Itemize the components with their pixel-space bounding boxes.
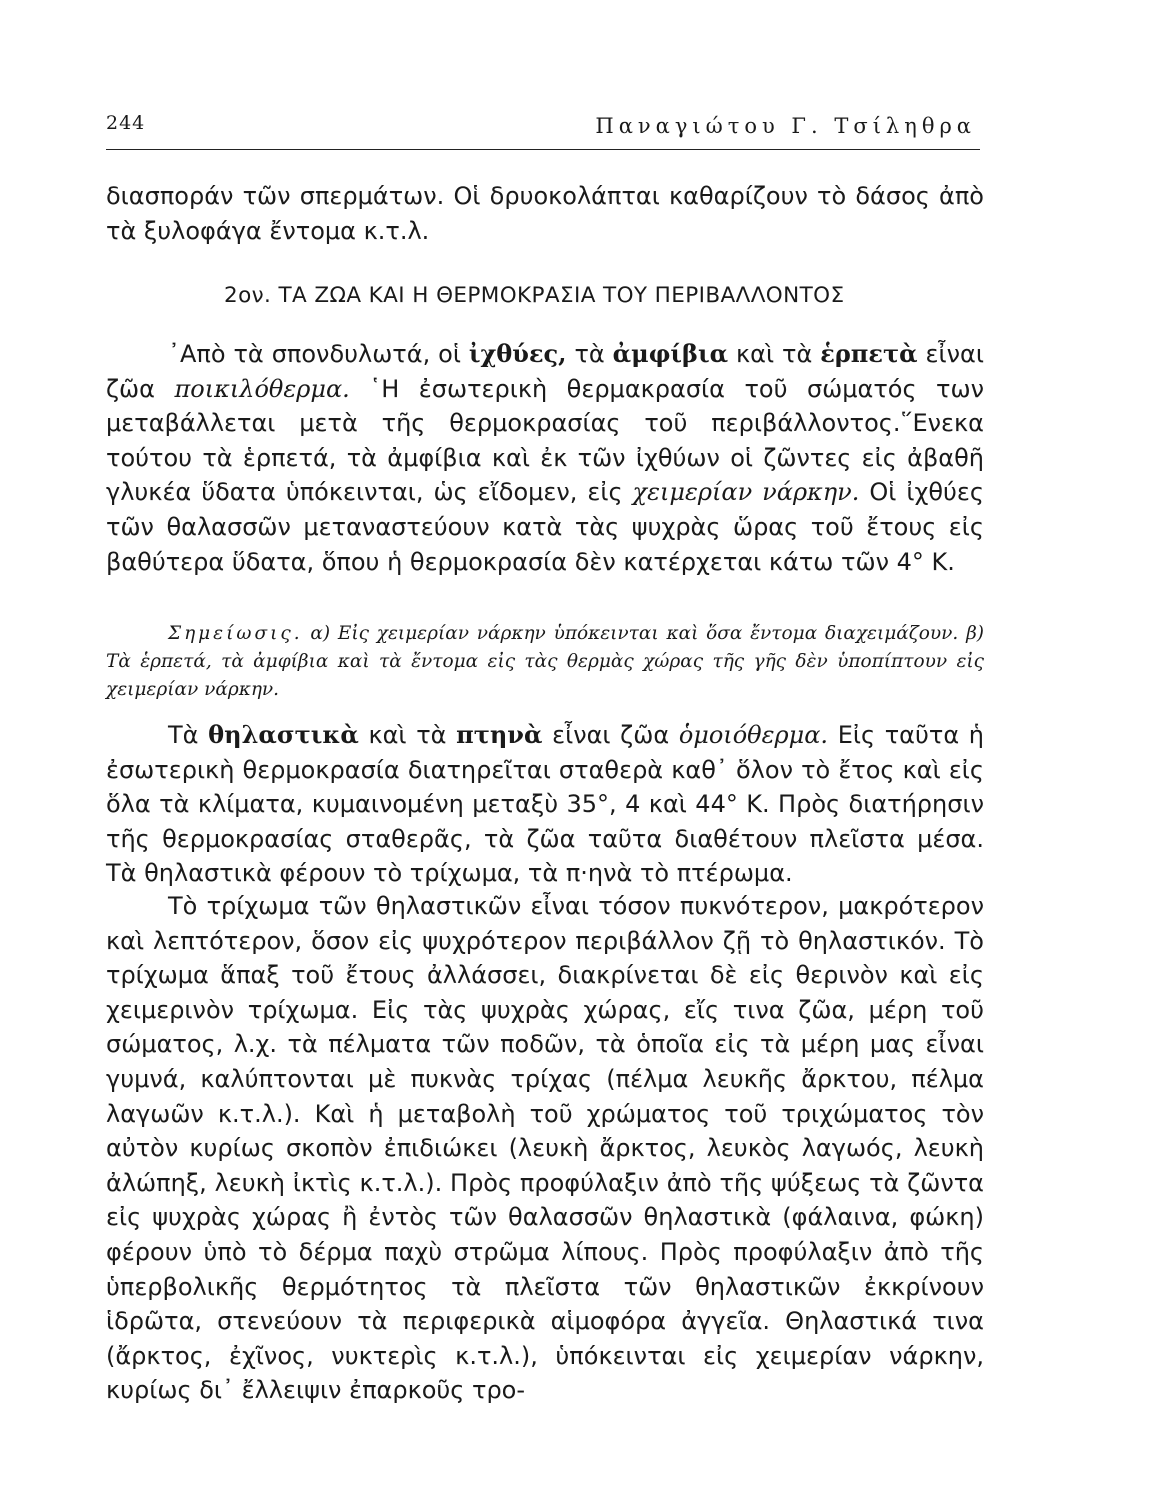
text-run: Εἰς ταῦτα ἡ ἐσωτερικὴ θερμοκρασία διατηρεῖται σταθερὰ καθ᾿ ὅλον τὸ ἔτος καὶ εἰς ὅλα τὰ κλίματα, κυμαινομένη μεταξὺ 35°, 4 καὶ 44° Κ. Πρὸς διατήρησιν τῆς θερμοκρασίας σταθερᾶς, τὰ ζῶα ταῦτα διαθέτουν πλεῖστα μέσα. Τὰ θηλαστικὰ φέρουν τὸ τρίχωμα, τὰ π·ηνὰ τὸ πτέρωμα. [106,721,985,888]
text-run: εἶναι ζῶα [106,340,984,403]
text-run: Τὰ [168,721,199,749]
term-poikilotherm: ποικιλόθερμα. [174,374,350,403]
term-amphibians: ἀμφίβια [612,339,729,368]
paragraph-homeotherms [106,718,984,891]
text-run: Οἱ ἰχθύες τῶν θαλασσῶν μεταναστεύουν κατὰ τὰς ψυχρὰς ὥρας τοῦ ἔτους εἰς βαθύτερα ὕδατα, ὅπου ἡ θερμοκρασία δὲν κατέρχεται κάτω τῶν 4° Κ. [106,478,984,576]
term-birds: πτηνὰ [456,720,543,749]
term-homeotherm: ὁμοιόθερμα. [678,721,829,749]
text-run: εἶναι ζῶα [552,721,670,749]
header-rule [106,149,980,150]
text-run: ᾿Απὸ τὰ σπονδυλωτά, οἱ [168,340,461,368]
section-heading: 2ον. ΤΑ ΖΩΑ ΚΑΙ Η ΘΕΡΜΟΚΡΑΣΙΑ ΤΟΥ ΠΕΡΙΒΑΛΛΟΝΤΟΣ [224,283,845,308]
term-mammals: θηλαστικὰ [208,720,359,749]
paragraph-fur: Τὸ τρίχωμα τῶν θηλαστικῶν εἶναι τόσον πυκνότερον, μακρότερον καὶ λεπτότερον, ὅσον εἰς ψυχρότερον περιβάλλον ζῇ τὸ θηλαστικόν. Τὸ τρίχωμα ἅπαξ τοῦ ἔτους ἀλλάσσει, διακρίνεται δὲ εἰς θερινὸν καὶ εἰς χειμερινὸν τρίχωμα. Εἰς τὰς ψυχρὰς χώρας, εἴς τινα ζῶα, μέρη τοῦ σώματος, λ.χ. τὰ πέλματα τῶν ποδῶν, τὰ ὁποῖα εἰς τὰ μέρη μας εἶναι γυμνά, καλύπτονται μὲ πυκνὰς τρίχας (πέλμα λευκῆς ἄρκτου, πέλμα λαγωῶν κ.τ.λ.). Καὶ ἡ μεταβολὴ τοῦ χρώματος τοῦ τριχώματος τὸν αὐτὸν κυρίως σκοπὸν ἐπιδιώκει (λευκὴ ἄρκτος, λευκὸς λαγωός, λευκὴ ἀλώπηξ, λευκὴ ἰκτὶς κ.τ.λ.). Πρὸς προφύλαξιν ἀπὸ τῆς ψύξεως τὰ ζῶντα εἰς ψυχρὰς χώρας ἢ ἐντὸς τῶν θαλασσῶν θηλαστικὰ (φάλαινα, φώκη) φέρουν ὑπὸ τὸ δέρμα παχὺ στρῶμα λίπους. Πρὸς προφύλαξιν ἀπὸ τῆς ὑπερβολικῆς θερμότητος τὰ πλεῖστα τῶν θηλαστικῶν ἐκκρίνουν ἱδρῶτα, στενεύουν τὰ περιφερικὰ αἱμοφόρα ἀγγεῖα. Θηλαστικά τινα (ἄρκτος, ἐχῖνος, νυκτερὶς κ.τ.λ.), ὑπόκεινται εἰς χειμερίαν νάρκην, κυρίως δι᾿ ἔλλειψιν ἐπαρκοῦς τρο- [106,892,984,1405]
text-run: καὶ τὰ [368,721,447,749]
note-label: Σημείωσις. [168,623,303,644]
term-fish: ἰχθύες, [468,339,567,368]
text-run: τὰ [574,340,605,368]
text-run: ῾Η ἐσωτερικὴ θερμακρασία τοῦ σώματός των μεταβάλλεται μετὰ τῆς θερμοκρασίας τοῦ περιβάλλοντος.῞Ενεκα τούτου τὰ ἑρπετά, τὰ ἀμφίβια καὶ ἐκ τῶν ἰχθύων οἱ ζῶντες εἰς ἀβαθῆ γλυκέα ὕδατα ὑπόκεινται, ὡς εἴδομεν, εἰς [106,374,985,507]
note-text: α) Εἰς χειμερίαν νάρκην ὑπόκεινται καὶ ὅσα ἔντομα διαχειμάζουν. β) Τὰ ἑρπετά, τὰ ἀμφίβια καὶ τὰ ἔντομα εἰς τὰς θερμὰς χώρας τῆς γῆς δὲν ὑποπίπτουν εἰς χειμερίαν νάρκην. [106,623,984,700]
term-hibernation: χειμερίαν νάρκην. [632,478,860,507]
paragraph-continuation: διασποράν τῶν σπερμάτων. Οἱ δρυοκολάπται καθαρίζουν τὸ δάσος ἀπὸ τὰ ξυλοφάγα ἔντομα κ.τ.λ. [106,182,984,245]
page-number: 244 [106,112,146,134]
term-reptiles: ἑρπετὰ [820,339,918,368]
running-head: Παναγιώτου Γ. Τσίληθρα [595,114,976,138]
paragraph-poikilotherms [106,337,984,579]
note-block [106,620,984,704]
text-run: καὶ τὰ [736,340,813,368]
